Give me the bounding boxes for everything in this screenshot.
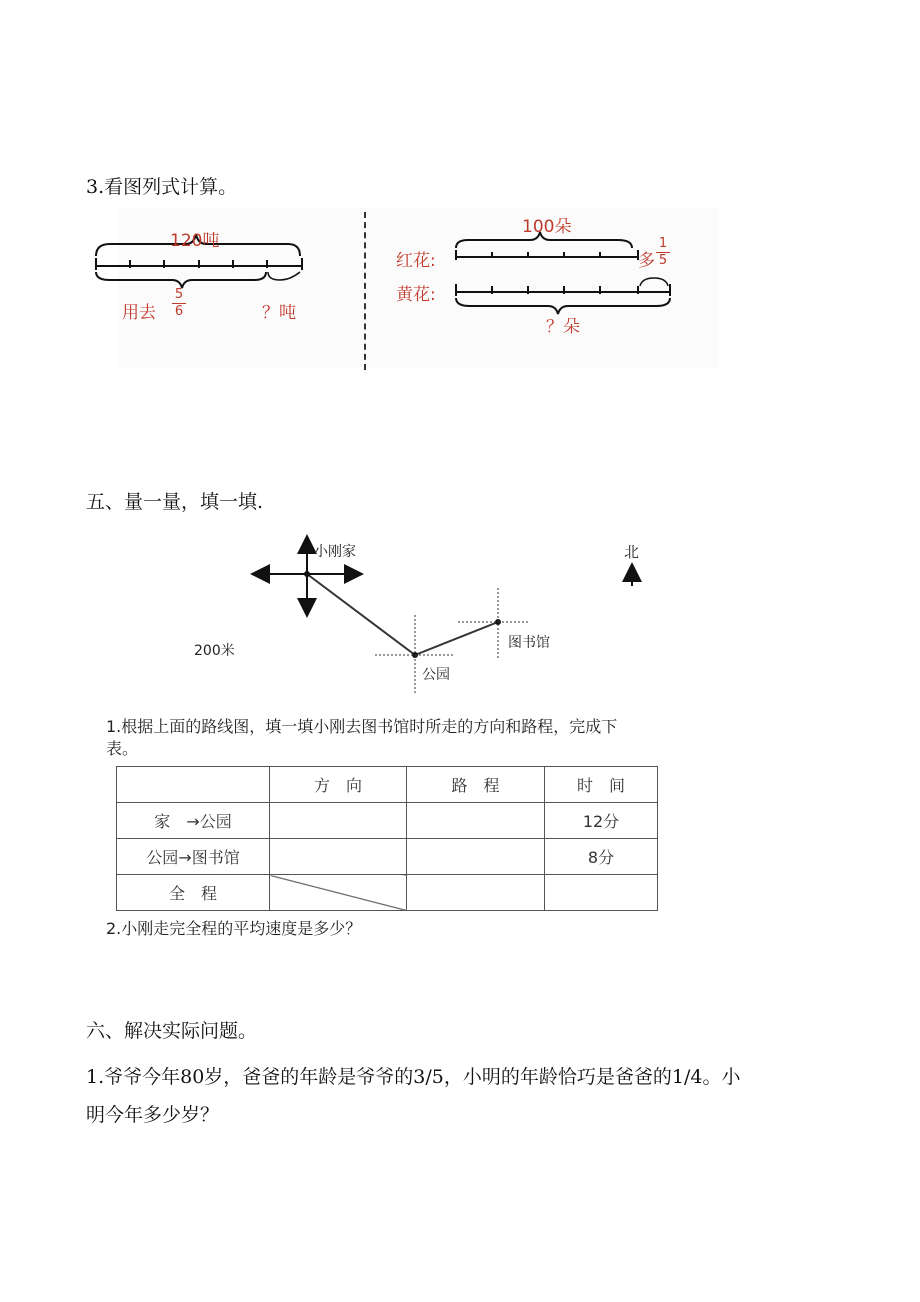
divider xyxy=(364,212,366,370)
fraction-denominator: 6 xyxy=(172,303,186,320)
distance-cell[interactable] xyxy=(407,803,545,839)
more-fraction xyxy=(656,236,670,269)
row-label: 公园→图书馆 xyxy=(117,839,270,875)
total-flowers-label: 100朵 xyxy=(522,217,572,237)
direction-cell[interactable] xyxy=(270,803,407,839)
header-direction: 方 向 xyxy=(270,767,407,803)
north-label: 北 xyxy=(624,543,640,561)
direction-cell[interactable] xyxy=(270,839,407,875)
park-label: 公园 xyxy=(422,667,450,683)
section5-title: 五、量一量，填一填. xyxy=(86,491,264,513)
question1 xyxy=(106,716,706,760)
home-label: 小刚家 xyxy=(314,544,356,560)
distance-cell[interactable] xyxy=(407,875,545,911)
table-header-row xyxy=(117,767,658,803)
route-table xyxy=(116,766,658,911)
question1-line2: 表。 xyxy=(106,739,139,758)
used-label: 用去 xyxy=(122,303,156,323)
direction-cell-crossed xyxy=(270,875,407,911)
problem1-line1: 1.爷爷今年80岁，爸爸的年龄是爷爷的3/5，小明的年龄恰巧是爸爸的1/4。小 xyxy=(86,1066,741,1088)
library-label: 图书馆 xyxy=(508,635,550,651)
problem1 xyxy=(86,1058,846,1134)
problem1-line2: 明今年多少岁？ xyxy=(86,1104,220,1126)
header-time: 时 间 xyxy=(545,767,658,803)
scale-label: 200米 xyxy=(194,643,235,659)
section6-title: 六、解决实际问题。 xyxy=(86,1020,258,1042)
fraction-numerator: 5 xyxy=(174,287,184,302)
more-label: 多 xyxy=(638,251,655,271)
fraction-denominator: 5 xyxy=(656,252,670,269)
row-label: 家 →公园 xyxy=(117,803,270,839)
remaining-tons-question: ？吨 xyxy=(262,303,296,323)
distance-cell[interactable] xyxy=(407,839,545,875)
fraction-numerator: 1 xyxy=(658,236,668,251)
red-flower-label: 红花: xyxy=(396,251,436,271)
table-row xyxy=(117,839,658,875)
total-tons-label: 120吨 xyxy=(170,231,220,251)
time-cell: 12分 xyxy=(545,803,658,839)
flower-diagram xyxy=(450,226,680,326)
yellow-flowers-question: ？朵 xyxy=(546,317,580,337)
time-cell[interactable] xyxy=(545,875,658,911)
header-distance: 路 程 xyxy=(407,767,545,803)
table-row xyxy=(117,803,658,839)
question1-line1: 1.根据上面的路线图，填一填小刚去图书馆时所走的方向和路程，完成下 xyxy=(106,717,618,736)
time-cell: 8分 xyxy=(545,839,658,875)
section3-title: 3.看图列式计算。 xyxy=(86,176,238,198)
used-fraction xyxy=(172,287,186,320)
route-map xyxy=(240,530,680,700)
question2: 2.小刚走完全程的平均速度是多少？ xyxy=(106,919,362,938)
header-cell xyxy=(117,767,270,803)
yellow-flower-label: 黄花: xyxy=(396,285,436,305)
row-label: 全 程 xyxy=(117,875,270,911)
table-row xyxy=(117,875,658,911)
